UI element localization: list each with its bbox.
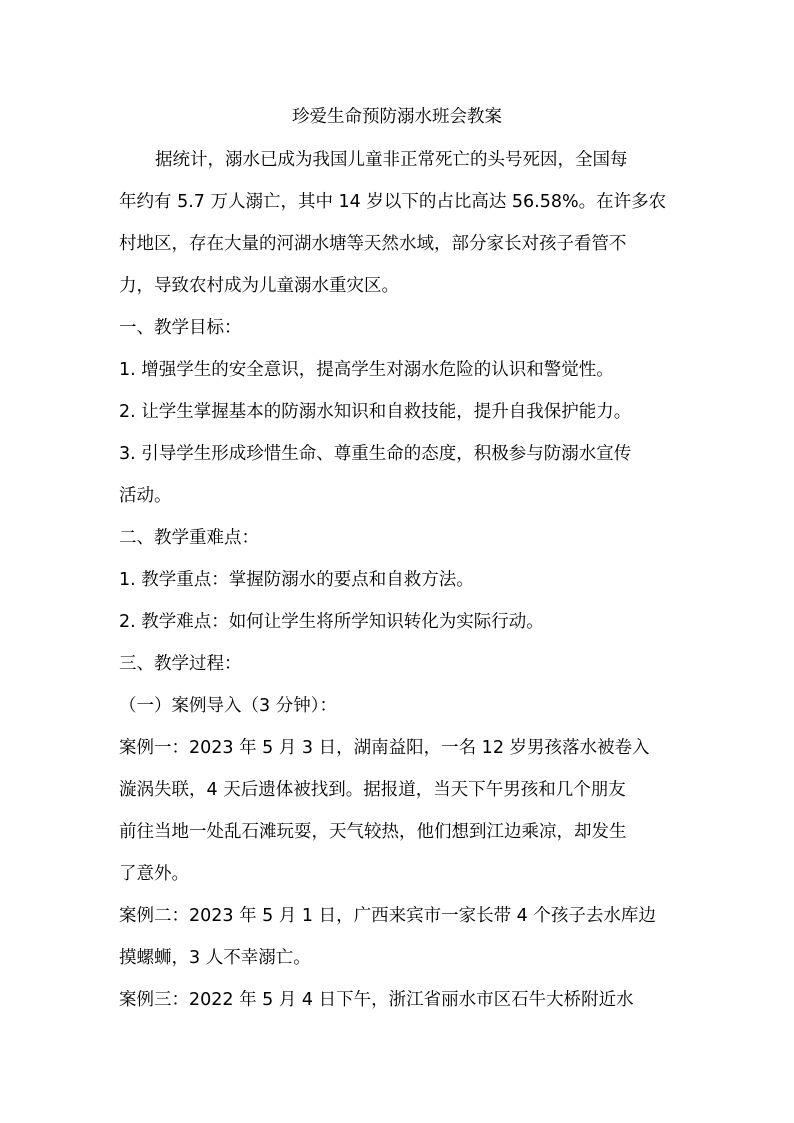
- case-paragraph-line: 漩涡失联，4 天后遗体被找到。据报道，当天下午男孩和几个朋友: [119, 780, 626, 800]
- paragraph-line: 力，导致农村成为儿童溺水重灾区。: [119, 276, 399, 296]
- section-heading: 一、教学目标：: [119, 318, 242, 338]
- case-paragraph-line: 案例二：2023 年 5 月 1 日，广西来宾市一家长带 4 个孩子去水库边: [119, 906, 656, 926]
- section-heading: 三、教学过程：: [119, 654, 242, 674]
- case-paragraph-line: 前往当地一处乱石滩玩耍，天气较热，他们想到江边乘凉，却发生: [119, 822, 627, 842]
- list-item-continuation: 活动。: [119, 486, 172, 506]
- list-item: 1. 增强学生的安全意识，提高学生对溺水危险的认识和警觉性。: [119, 360, 614, 380]
- case-paragraph-line: 了意外。: [119, 864, 189, 884]
- list-item: 3. 引导学生形成珍惜生命、尊重生命的态度，积极参与防溺水宣传: [119, 444, 632, 464]
- section-heading: 二、教学重难点：: [119, 528, 259, 548]
- case-paragraph-line: 案例一：2023 年 5 月 3 日，湖南益阳，一名 12 岁男孩落水被卷入: [119, 738, 650, 758]
- paragraph-line: 年约有 5.7 万人溺亡，其中 14 岁以下的占比高达 56.58%。在许多农: [119, 192, 667, 212]
- document-title: 珍爱生命预防溺水班会教案: [292, 107, 502, 127]
- list-item: 1. 教学重点：掌握防溺水的要点和自救方法。: [119, 570, 474, 590]
- case-paragraph-line: 摸螺蛳，3 人不幸溺亡。: [119, 948, 311, 968]
- list-item: 2. 教学难点：如何让学生将所学知识转化为实际行动。: [119, 612, 544, 632]
- paragraph-line: 据统计，溺水已成为我国儿童非正常死亡的头号死因，全国每: [155, 150, 628, 170]
- list-item: 2. 让学生掌握基本的防溺水知识和自救技能，提升自我保护能力。: [119, 402, 632, 422]
- paragraph-line: 村地区，存在大量的河湖水塘等天然水域，部分家长对孩子看管不: [119, 234, 627, 254]
- subsection-heading: （一）案例导入（3 分钟）：: [119, 696, 337, 716]
- case-paragraph-line: 案例三：2022 年 5 月 4 日下午，浙江省丽水市区石牛大桥附近水: [119, 990, 634, 1010]
